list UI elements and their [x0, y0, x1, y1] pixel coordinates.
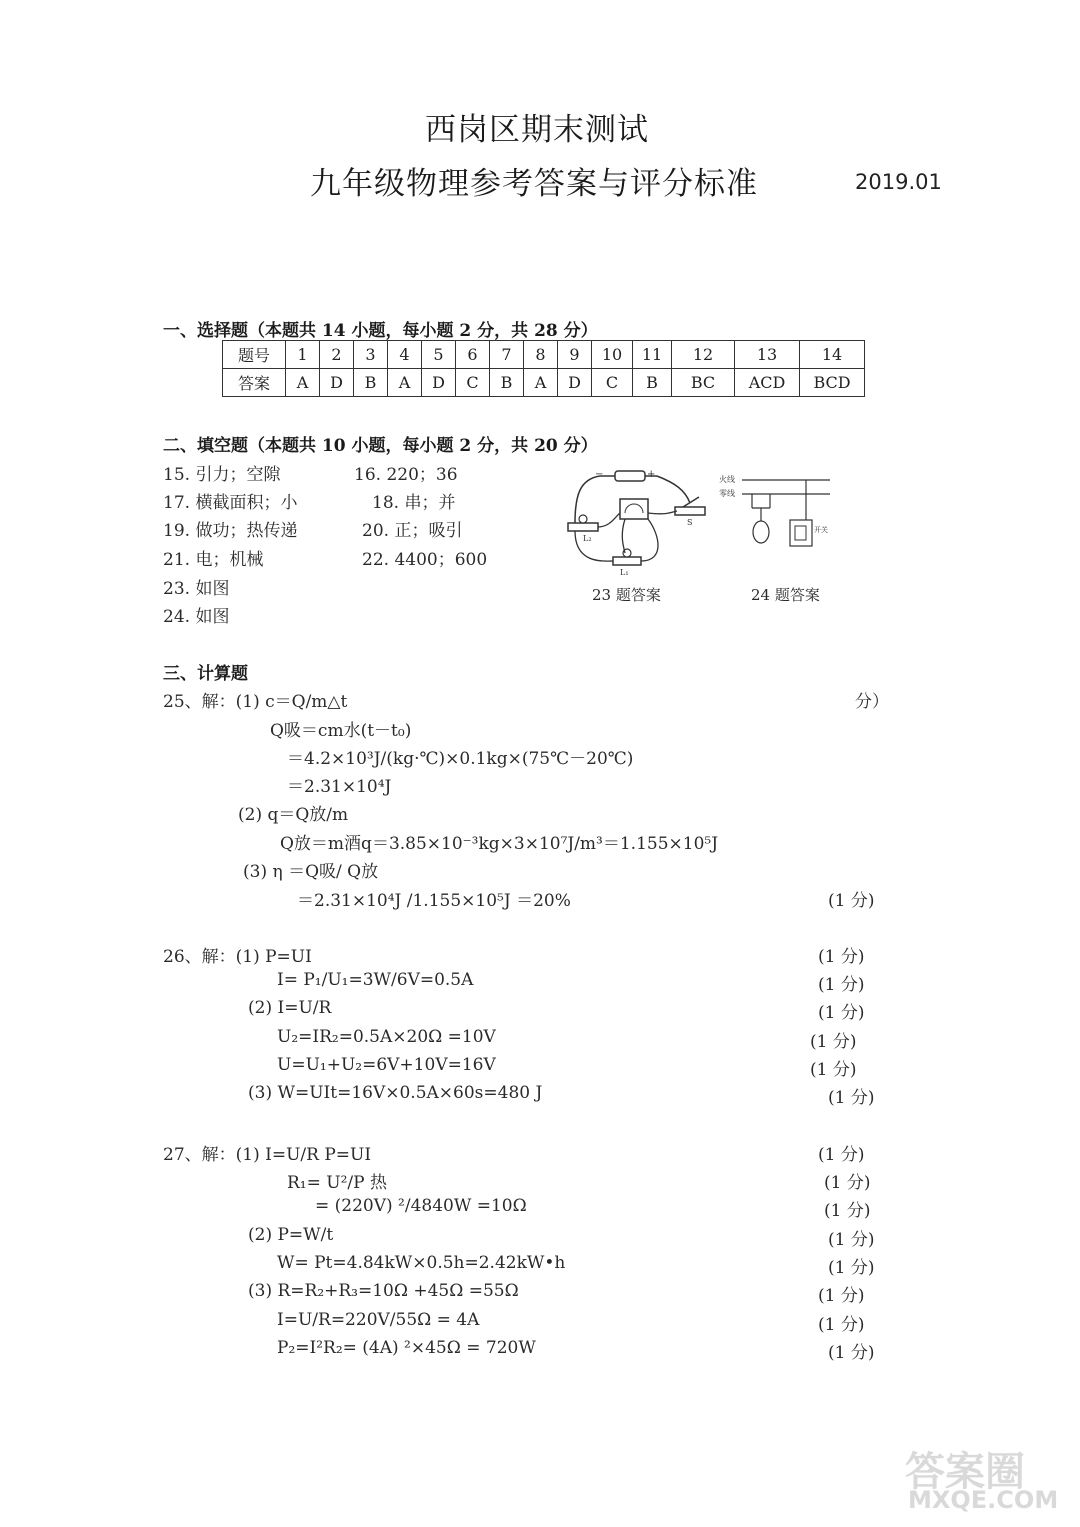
q25-line2: Q吸＝cm水(t－t₀) [270, 721, 412, 741]
table-row-numbers [223, 341, 865, 369]
q27-points: (1 分) [824, 1201, 871, 1221]
q25-line1: 25、解：(1) c＝Q/m△t [163, 692, 348, 712]
table-cell: 9 [558, 341, 592, 369]
section1-heading: 一、选择题（本题共 14 小题，每小题 2 分，共 28 分） [163, 321, 598, 341]
section3-heading: 三、计算题 [163, 664, 248, 684]
figure-23-caption: 23 题答案 [592, 586, 661, 604]
date: 2019.01 [855, 170, 942, 194]
table-cell: 3 [354, 341, 388, 369]
section2-heading: 二、填空题（本题共 10 小题，每小题 2 分，共 20 分） [163, 436, 598, 456]
q26-points: (1 分) [818, 947, 865, 967]
svg-text:+: + [647, 469, 656, 480]
table-cell: C [592, 369, 633, 397]
q26-line: (2) I=U/R [248, 998, 332, 1018]
q27-line: (3) R=R₂+R₃=10Ω +45Ω =55Ω [248, 1281, 519, 1301]
table-cell: A [388, 369, 422, 397]
wiring-diagram-24 [718, 470, 833, 560]
q26-points: (1 分) [828, 1088, 875, 1108]
q26-line: U₂=IR₂=0.5A×20Ω =10V [277, 1027, 496, 1047]
label-switch: 开关 [814, 526, 828, 534]
figure-24-caption: 24 题答案 [751, 586, 820, 604]
fill-answer: 23. 如图 [163, 579, 230, 599]
watermark-logo: 答案圈 [905, 1449, 1025, 1495]
table-cell: BCD [800, 369, 865, 397]
label-l1: L₁ [620, 568, 629, 577]
q27-line: W= Pt=4.84kW×0.5h=2.42kW•h [277, 1253, 566, 1273]
svg-text:−: − [595, 469, 604, 480]
q27-points: (1 分) [828, 1343, 875, 1363]
q26-points: (1 分) [810, 1060, 857, 1080]
q25-line8: ＝2.31×10⁴J /1.155×10⁵J ＝20% [297, 891, 571, 911]
q27-points: (1 分) [818, 1145, 865, 1165]
q26-line: U=U₁+U₂=6V+10V=16V [277, 1055, 496, 1075]
label-live-wire: 火线 [719, 475, 735, 484]
label-l2: L₂ [583, 534, 592, 543]
table-cell: BC [672, 369, 735, 397]
q25-line6: Q放＝m酒q＝3.85×10⁻³kg×3×10⁷J/m³＝1.155×10⁵J [280, 834, 719, 854]
table-cell: 10 [592, 341, 633, 369]
table-cell: B [633, 369, 672, 397]
table-cell: 14 [800, 341, 865, 369]
q27-points: (1 分) [828, 1230, 875, 1250]
title-line1: 西岗区期末测试 [425, 112, 649, 148]
fill-answer: 17. 横截面积；小 [163, 493, 298, 513]
answer-table [222, 340, 865, 397]
label-s: S [687, 518, 693, 527]
table-cell: A [286, 369, 320, 397]
fill-answer: 18. 串；并 [372, 493, 456, 513]
q26-line: I= P₁/U₁=3W/6V=0.5A [277, 970, 474, 990]
fill-answer: 22. 4400；600 [362, 550, 488, 570]
table-row-answers [223, 369, 865, 397]
q27-line: I=U/R=220V/55Ω = 4A [277, 1310, 480, 1330]
q27-points: (1 分) [828, 1258, 875, 1278]
q27-points: (1 分) [818, 1315, 865, 1335]
table-cell: D [422, 369, 456, 397]
title-line2: 九年级物理参考答案与评分标准 [310, 166, 758, 202]
table-cell: A [524, 369, 558, 397]
q27-line: 27、解：(1) I=U/R P=UI [163, 1145, 372, 1165]
fill-answer: 24. 如图 [163, 607, 230, 627]
q26-points: (1 分) [818, 975, 865, 995]
q25-points: 分） [855, 692, 889, 712]
fill-answer: 19. 做功；热传递 [163, 521, 298, 541]
q27-line: P₂=I²R₂= (4A) ²×45Ω = 720W [277, 1338, 536, 1358]
q27-line: (2) P=W/t [248, 1225, 334, 1245]
row-label: 题号 [223, 341, 286, 369]
q26-line: 26、解：(1) P=UI [163, 947, 312, 967]
table-cell: 6 [456, 341, 490, 369]
table-cell: 4 [388, 341, 422, 369]
watermark-url: MXQE.COM [908, 1486, 1059, 1514]
q25-points: (1 分) [828, 891, 875, 911]
q27-points: (1 分) [824, 1173, 871, 1193]
fill-answer: 21. 电；机械 [163, 550, 264, 570]
table-cell: C [456, 369, 490, 397]
circuit-diagram-23 [565, 465, 715, 580]
table-cell: 7 [490, 341, 524, 369]
q25-line3: ＝4.2×10³J/(kg·℃)×0.1kg×(75℃－20℃) [287, 749, 634, 769]
table-cell: 11 [633, 341, 672, 369]
q27-line: = (220V) ²/4840W =10Ω [315, 1196, 527, 1216]
fill-answer: 20. 正；吸引 [362, 521, 463, 541]
fill-answer: 16. 220；36 [354, 465, 458, 485]
table-cell: 2 [320, 341, 354, 369]
q27-line: R₁= U²/P 热 [287, 1173, 387, 1193]
table-cell: 13 [735, 341, 800, 369]
q25-line7: (3) η ＝Q吸/ Q放 [243, 862, 379, 882]
q26-line: (3) W=UIt=16V×0.5A×60s=480 J [248, 1083, 543, 1103]
q27-points: (1 分) [818, 1286, 865, 1306]
q26-points: (1 分) [810, 1032, 857, 1052]
table-cell: B [354, 369, 388, 397]
table-cell: 5 [422, 341, 456, 369]
fill-answer: 15. 引力；空隙 [163, 465, 281, 485]
table-cell: 8 [524, 341, 558, 369]
table-cell: B [490, 369, 524, 397]
table-cell: 1 [286, 341, 320, 369]
table-cell: D [558, 369, 592, 397]
label-neutral-wire: 零线 [719, 489, 735, 498]
q25-line4: ＝2.31×10⁴J [287, 777, 392, 797]
table-cell: ACD [735, 369, 800, 397]
table-cell: 12 [672, 341, 735, 369]
q25-line5: (2) q＝Q放/m [238, 805, 349, 825]
table-cell: D [320, 369, 354, 397]
row-label: 答案 [223, 369, 286, 397]
q26-points: (1 分) [818, 1003, 865, 1023]
